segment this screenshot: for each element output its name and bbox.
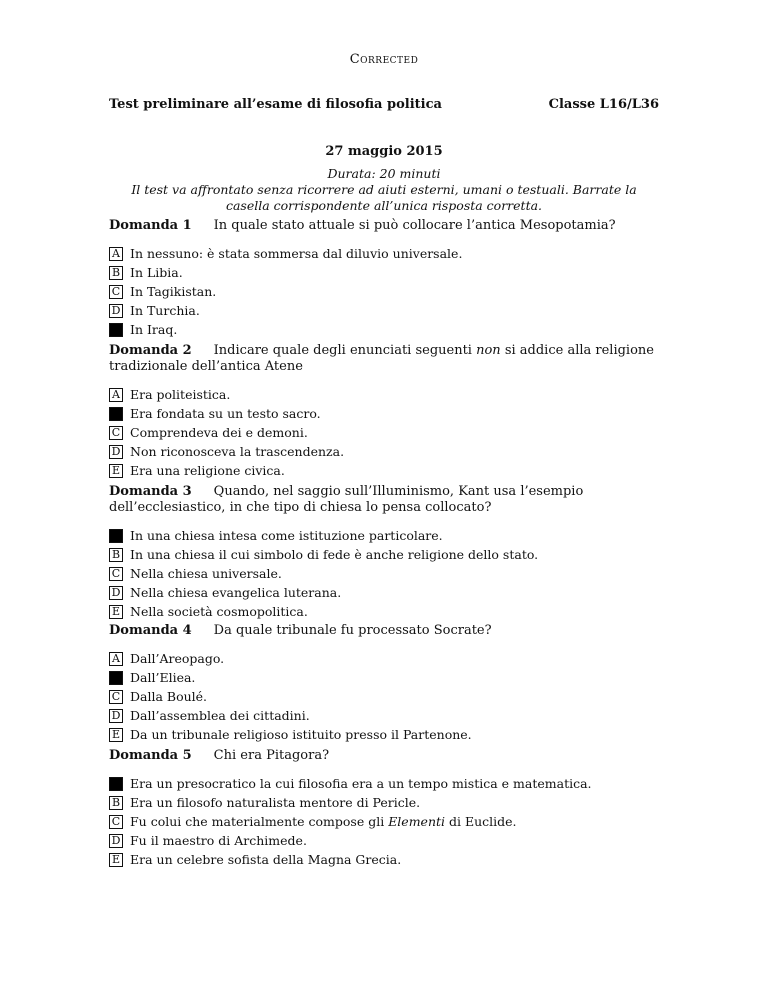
option-text: Era un filosofo naturalista mentore di Pericle. [130,795,421,810]
option-list [109,649,659,744]
option-a[interactable] [109,526,659,545]
checkbox[interactable]: D [109,586,123,600]
option-b[interactable] [109,545,659,564]
option-text: Era un celebre sofista della Magna Grecia. [130,852,402,867]
option-e[interactable] [109,850,659,869]
option-text: Dalla Boulé. [130,689,208,704]
option-d[interactable] [109,442,659,461]
checkbox[interactable]: A [109,247,123,261]
checkbox[interactable]: B [109,266,123,280]
option-text: In Tagikistan. [130,284,217,299]
option-text: Era una religione civica. [130,463,285,478]
option-e[interactable] [109,461,659,480]
option-text: Nella società cosmopolitica. [130,604,308,619]
option-a[interactable] [109,774,659,793]
question-header [109,623,659,639]
option-text: Comprendeva dei e demoni. [130,425,308,440]
option-b[interactable] [109,263,659,282]
checkbox[interactable] [109,777,123,791]
question-3 [109,484,659,621]
checkbox[interactable]: A [109,388,123,402]
checkbox[interactable]: D [109,445,123,459]
option-list [109,385,659,480]
option-text: Era fondata su un testo sacro. [130,406,321,421]
question-text: Quando, nel saggio sull’Illuminismo, Kant usa l’esempio dell’ecclesiastico, in che tipo di chiesa lo pensa collocato? [109,484,584,515]
question-header [109,343,659,375]
duration: Durata: 20 minuti [327,166,441,181]
option-c[interactable] [109,687,659,706]
option-text: Fu il maestro di Archimede. [130,833,307,848]
option-text: Dall’assemblea dei cittadini. [130,708,310,723]
question-label: Domanda 4 [109,623,192,638]
checkbox[interactable]: C [109,285,123,299]
option-b[interactable] [109,404,659,423]
option-text: Da un tribunale religioso istituito presso il Partenone. [130,727,472,742]
option-text: Nella chiesa evangelica luterana. [130,585,342,600]
option-list [109,526,659,621]
checkbox[interactable] [109,529,123,543]
checkbox[interactable]: B [109,796,123,810]
question-label: Domanda 3 [109,484,192,499]
question-text: Chi era Pitagora? [213,748,330,763]
question-text: Da quale tribunale fu processato Socrate? [213,623,492,638]
title-row [109,97,659,112]
checkbox[interactable]: D [109,834,123,848]
checkbox[interactable]: B [109,548,123,562]
checkbox[interactable] [109,671,123,685]
checkbox[interactable]: D [109,709,123,723]
option-list [109,774,659,869]
checkbox[interactable]: E [109,728,123,742]
option-text [130,814,517,829]
checkbox[interactable] [109,407,123,421]
option-text: In una chiesa il cui simbolo di fede è anche religione dello stato. [130,547,539,562]
option-c[interactable] [109,423,659,442]
checkbox[interactable]: E [109,853,123,867]
checkbox[interactable] [109,323,123,337]
option-text: Dall’Areopago. [130,651,225,666]
instructions: Il test va affrontato senza ricorrere ad aiuti esterni, umani o testuali. Barrate la casella corrispondente all’unica risposta corretta. [131,182,637,213]
option-d[interactable] [109,583,659,602]
checkbox[interactable]: A [109,652,123,666]
class-label: Classe L16/L36 [548,97,659,112]
option-c[interactable] [109,564,659,583]
question-header [109,218,659,234]
checkbox[interactable]: D [109,304,123,318]
option-list [109,244,659,339]
option-text-emphasis: Elementi [388,814,446,829]
option-a[interactable] [109,244,659,263]
option-text: Era un presocratico la cui filosofia era a un tempo mistica e matematica. [130,776,592,791]
checkbox[interactable]: C [109,690,123,704]
option-text: In nessuno: è stata sommersa dal diluvio universale. [130,246,463,261]
checkbox[interactable]: C [109,815,123,829]
question-text: Indicare quale degli enunciati seguenti [213,343,477,358]
checkbox[interactable]: E [109,605,123,619]
question-1 [109,218,659,339]
question-2 [109,343,659,480]
checkbox[interactable]: C [109,567,123,581]
option-b[interactable] [109,793,659,812]
question-5 [109,748,659,869]
question-text-end: si addice alla religione tradizionale dell’antica Atene [109,343,654,374]
question-header [109,484,659,516]
option-text: In Libia. [130,265,183,280]
question-text-emphasis: non [476,343,501,358]
option-b[interactable] [109,668,659,687]
option-text: Non riconosceva la trascendenza. [130,444,345,459]
checkbox[interactable]: E [109,464,123,478]
checkbox[interactable]: C [109,426,123,440]
option-text: In Turchia. [130,303,200,318]
option-d[interactable] [109,831,659,850]
test-title: Test preliminare all’esame di filosofia politica [109,97,442,112]
option-d[interactable] [109,301,659,320]
option-d[interactable] [109,706,659,725]
option-text: Era politeistica. [130,387,231,402]
option-c[interactable] [109,282,659,301]
option-c[interactable] [109,812,659,831]
option-text: In una chiesa intesa come istituzione particolare. [130,528,443,543]
question-label: Domanda 2 [109,343,192,358]
option-e[interactable] [109,320,659,339]
question-header [109,748,659,764]
question-label: Domanda 1 [109,218,192,233]
option-text: Nella chiesa universale. [130,566,282,581]
question-label: Domanda 5 [109,748,192,763]
exam-date: 27 maggio 2015 [325,144,443,159]
option-a[interactable] [109,385,659,404]
question-text: In quale stato attuale si può collocare l’antica Mesopotamia? [213,218,616,233]
option-text: In Iraq. [130,322,178,337]
option-a[interactable] [109,649,659,668]
option-text-end: di Euclide. [445,814,517,829]
option-e[interactable] [109,602,659,621]
option-text-start: Fu colui che materialmente compose gli [130,814,389,829]
question-4 [109,623,659,744]
header-label: Corrected [349,52,419,67]
option-e[interactable] [109,725,659,744]
option-text: Dall’Eliea. [130,670,196,685]
